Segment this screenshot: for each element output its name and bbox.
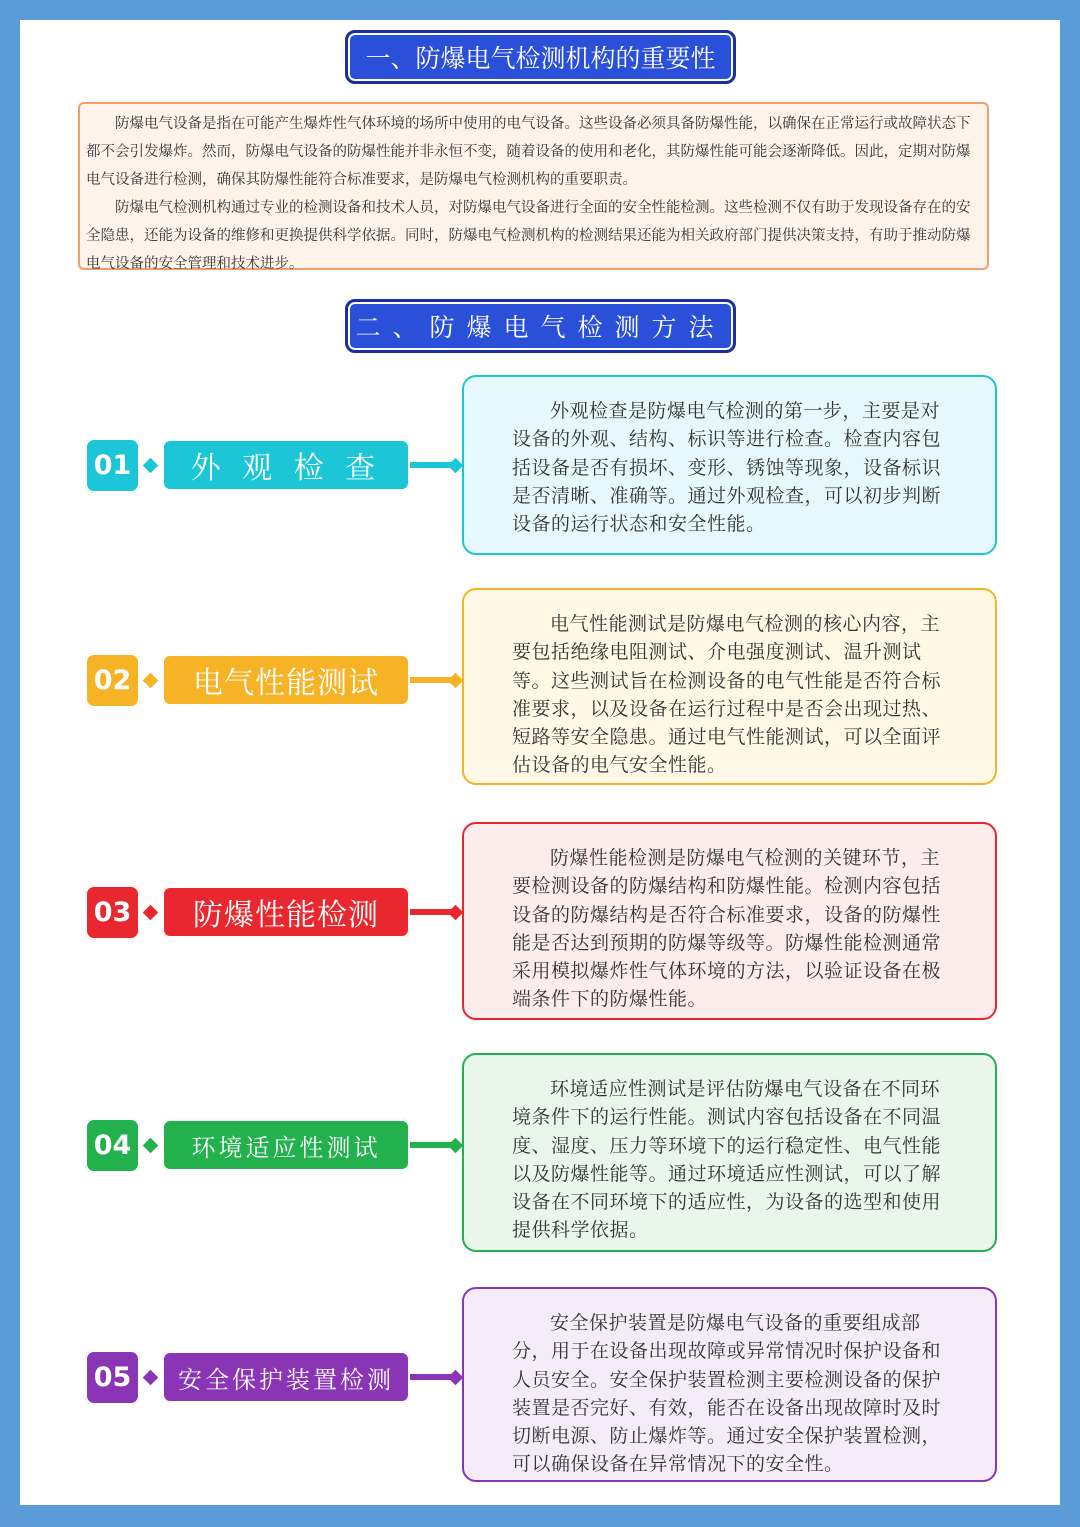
method-description: 电气性能测试是防爆电气检测的核心内容，主要包括绝缘电阻测试、介电强度测试、温升测试等。这些测试旨在检测设备的电气性能是否符合标准要求，以及设备在运行过程中是否会出现过热、短路等安全隐患。通过电气性能测试，可以全面评估设备的电气安全性能。 (512, 613, 942, 777)
method-label: 防爆性能检测 (162, 886, 410, 938)
method-description: 外观检查是防爆电气检测的第一步，主要是对设备的外观、结构、标识等进行检查。检查内容包括设备是否有损坏、变形、锈蚀等现象，设备标识是否清晰、准确等。通过外观检查，可以初步判断设备的运行状态和安全性能。 (512, 400, 942, 536)
intro-paragraph: 防爆电气检测机构通过专业的检测设备和技术人员，对防爆电气设备进行全面的安全性能检测。这些检测不仅有助于发现设备存在的安全隐患，还能为设备的维修和更换提供科学依据。同时，防爆电气检测机构的检测结果还能为相关政府部门提供决策支持，有助于推动防爆电气设备的安全管理和技术进步。 (86, 200, 971, 272)
method-label: 外 观 检 查 (162, 439, 410, 491)
section-title-importance (345, 30, 736, 84)
step-number-badge: 02 (85, 653, 140, 708)
step-number-badge: 05 (85, 1350, 140, 1405)
intro-paragraph: 防爆电气设备是指在可能产生爆炸性气体环境的场所中使用的电气设备。这些设备必须具备防爆性能，以确保在正常运行或故障状态下都不会引发爆炸。然而，防爆电气设备的防爆性能并非永恒不变，随着设备的使用和老化，其防爆性能可能会逐渐降低。因此，定期对防爆电气设备进行检测，确保其防爆性能符合标准要求，是防爆电气检测机构的重要职责。 (86, 116, 971, 188)
method-description-card (462, 822, 997, 1020)
method-label: 电气性能测试 (162, 654, 410, 706)
method-description: 环境适应性测试是评估防爆电气设备在不同环境条件下的运行性能。测试内容包括设备在不同温度、湿度、压力等环境下的运行稳定性、电气性能以及防爆性能等。通过环境适应性测试，可以了解设备在不同环境下的适应性，为设备的选型和使用提供科学依据。 (512, 1078, 942, 1242)
step-number-badge: 01 (85, 438, 140, 493)
method-description-card (462, 588, 997, 785)
method-label: 安全保护装置检测 (162, 1351, 410, 1403)
method-description-card (462, 1053, 997, 1252)
intro-text-box (78, 102, 989, 270)
method-description: 防爆性能检测是防爆电气检测的关键环节，主要检测设备的防爆结构和防爆性能。检测内容包括设备的防爆结构是否符合标准要求，设备的防爆性能是否达到预期的防爆等级等。防爆性能检测通常采用模拟爆炸性气体环境的方法，以验证设备在极端条件下的防爆性能。 (512, 847, 942, 1011)
method-description-card (462, 375, 997, 555)
section-title-text: 二、防爆电气检测方法 (355, 313, 726, 342)
step-number-badge: 04 (85, 1118, 140, 1173)
method-description-card (462, 1287, 997, 1482)
method-description: 安全保护装置是防爆电气设备的重要组成部分，用于在设备出现故障或异常情况时保护设备和人员安全。安全保护装置检测主要检测设备的保护装置是否完好、有效，能否在设备出现故障时及时切断电源、防止爆炸等。通过安全保护装置检测，可以确保设备在异常情况下的安全性。 (512, 1312, 942, 1476)
section-title-methods (345, 299, 736, 353)
step-number-badge: 03 (85, 885, 140, 940)
method-label: 环境适应性测试 (162, 1119, 410, 1171)
section-title-text: 一、防爆电气检测机构的重要性 (365, 44, 716, 73)
